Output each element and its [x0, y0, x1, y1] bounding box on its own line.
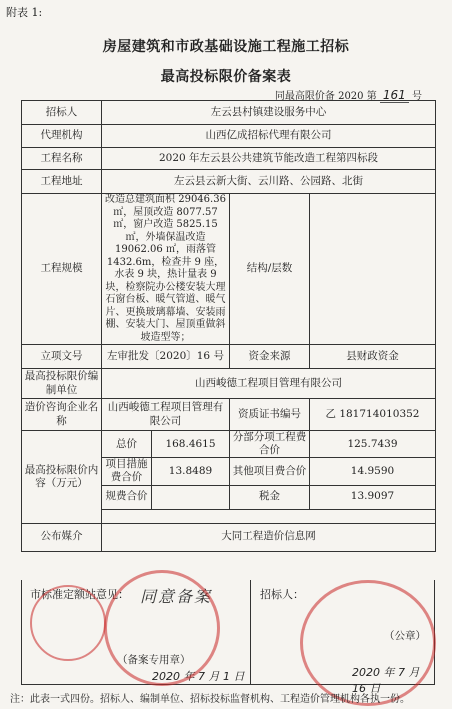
total-label: 总价: [102, 431, 152, 458]
doc-no-prefix: 同最高限价备 2020 第: [274, 91, 377, 102]
table-row: [22, 523, 436, 551]
subitem-value: 125.7439: [310, 431, 436, 458]
section-divider: [250, 580, 251, 684]
right-date: 2020 年 7 月 16 日: [352, 666, 420, 695]
media-label: 公布媒介: [22, 523, 102, 551]
fund-label: 资金来源: [230, 345, 310, 369]
agency-value: 山西亿成招标代理有限公司: [102, 125, 436, 148]
approval-label: 立项文号: [22, 345, 102, 369]
red-stamp-icon: [30, 585, 106, 661]
table-row: [22, 170, 436, 194]
measure-value: 13.8489: [152, 458, 230, 485]
table-row: [22, 194, 436, 345]
table-row: [22, 369, 436, 399]
left-date: 2020 年 7 月 1 日: [152, 670, 245, 683]
form-title: 房屋建筑和市政基础设施工程施工招标: [102, 39, 350, 55]
official-seal-label: （公章）: [384, 630, 426, 642]
media-value: 大同工程造价信息网: [102, 523, 436, 551]
filing-table: [21, 100, 436, 552]
footnote: 注：此表一式四份。招标人、编制单位、招标投标监督机构、工程造价管理机构各执一份。: [10, 694, 410, 705]
project-label: 工程名称: [22, 148, 102, 170]
table-row: [22, 345, 436, 369]
cert-label: 资质证书编号: [230, 399, 310, 431]
table-row: [22, 125, 436, 148]
fee-value: [152, 485, 230, 509]
tax-value: 13.9097: [310, 485, 436, 509]
measure-label: 项目措施费合价: [102, 458, 152, 485]
tenderer-value: 左云县村镇建设服务中心: [102, 101, 436, 125]
tenderer-label: 招标人: [22, 101, 102, 125]
tenderer-sign-label: 招标人：: [260, 588, 304, 601]
table-row: [22, 148, 436, 170]
filing-seal-label: （备案专用章）: [117, 654, 191, 666]
structure-label: 结构/层数: [230, 194, 310, 345]
project-value: 2020 年左云县公共建筑节能改造工程第四标段: [102, 148, 436, 170]
subitem-label: 分部分项工程费合价: [230, 431, 310, 458]
address-value: 左云县云新大街、云川路、公园路、北街: [102, 170, 436, 194]
total-value: 168.4615: [152, 431, 230, 458]
agency-label: 代理机构: [22, 125, 102, 148]
consult-label: 造价咨询企业名称: [22, 399, 102, 431]
table-row: [22, 101, 436, 125]
table-row: [22, 431, 436, 458]
tax-label: 税金: [230, 485, 310, 509]
form-subtitle: 最高投标限价备案表: [160, 69, 292, 85]
table-row: [22, 399, 436, 431]
structure-value: [310, 194, 436, 345]
limit-label: 最高投标限价内容（万元）: [22, 431, 102, 524]
quota-station-opinion-label: 市标准定额站意见：: [30, 588, 129, 601]
doc-no-suffix: 号: [412, 91, 422, 102]
attachment-label: 附表 1:: [6, 6, 43, 19]
other-value: 14.9590: [310, 458, 436, 485]
fund-value: 县财政资金: [310, 345, 436, 369]
compiler-label: 最高投标限价编制单位: [22, 369, 102, 399]
scale-label: 工程规模: [22, 194, 102, 345]
consult-value: 山西峻德工程项目管理有限公司: [102, 399, 230, 431]
scale-value: 改造总建筑面积 29046.36 ㎡，屋顶改造 8077.57 ㎡，窗户改造 5825.15 ㎡，外墙保温改造 19062.06 ㎡，雨落管 1432.6m，检查井 9 座，水表 9 块，热计量表 9 块，检察院办公楼安装大理石窗台板、暖气管道、暖气片、更换玻璃幕墙、安装雨棚、安装大门、屋顶重做斜坡造型等；: [102, 194, 230, 345]
doc-no-handwritten: 161: [380, 88, 409, 103]
approval-value: 左审批发〔2020〕16 号: [102, 345, 230, 369]
compiler-value: 山西峻德工程项目管理有限公司: [102, 369, 436, 399]
red-stamp-icon: [104, 570, 220, 686]
address-label: 工程地址: [22, 170, 102, 194]
fee-label: 规费合价: [102, 485, 152, 509]
handwritten-approval: 同意备案: [140, 587, 213, 606]
red-stamp-icon: [300, 580, 436, 706]
other-label: 其他项目费合价: [230, 458, 310, 485]
cert-value: 乙 181714010352: [310, 399, 436, 431]
